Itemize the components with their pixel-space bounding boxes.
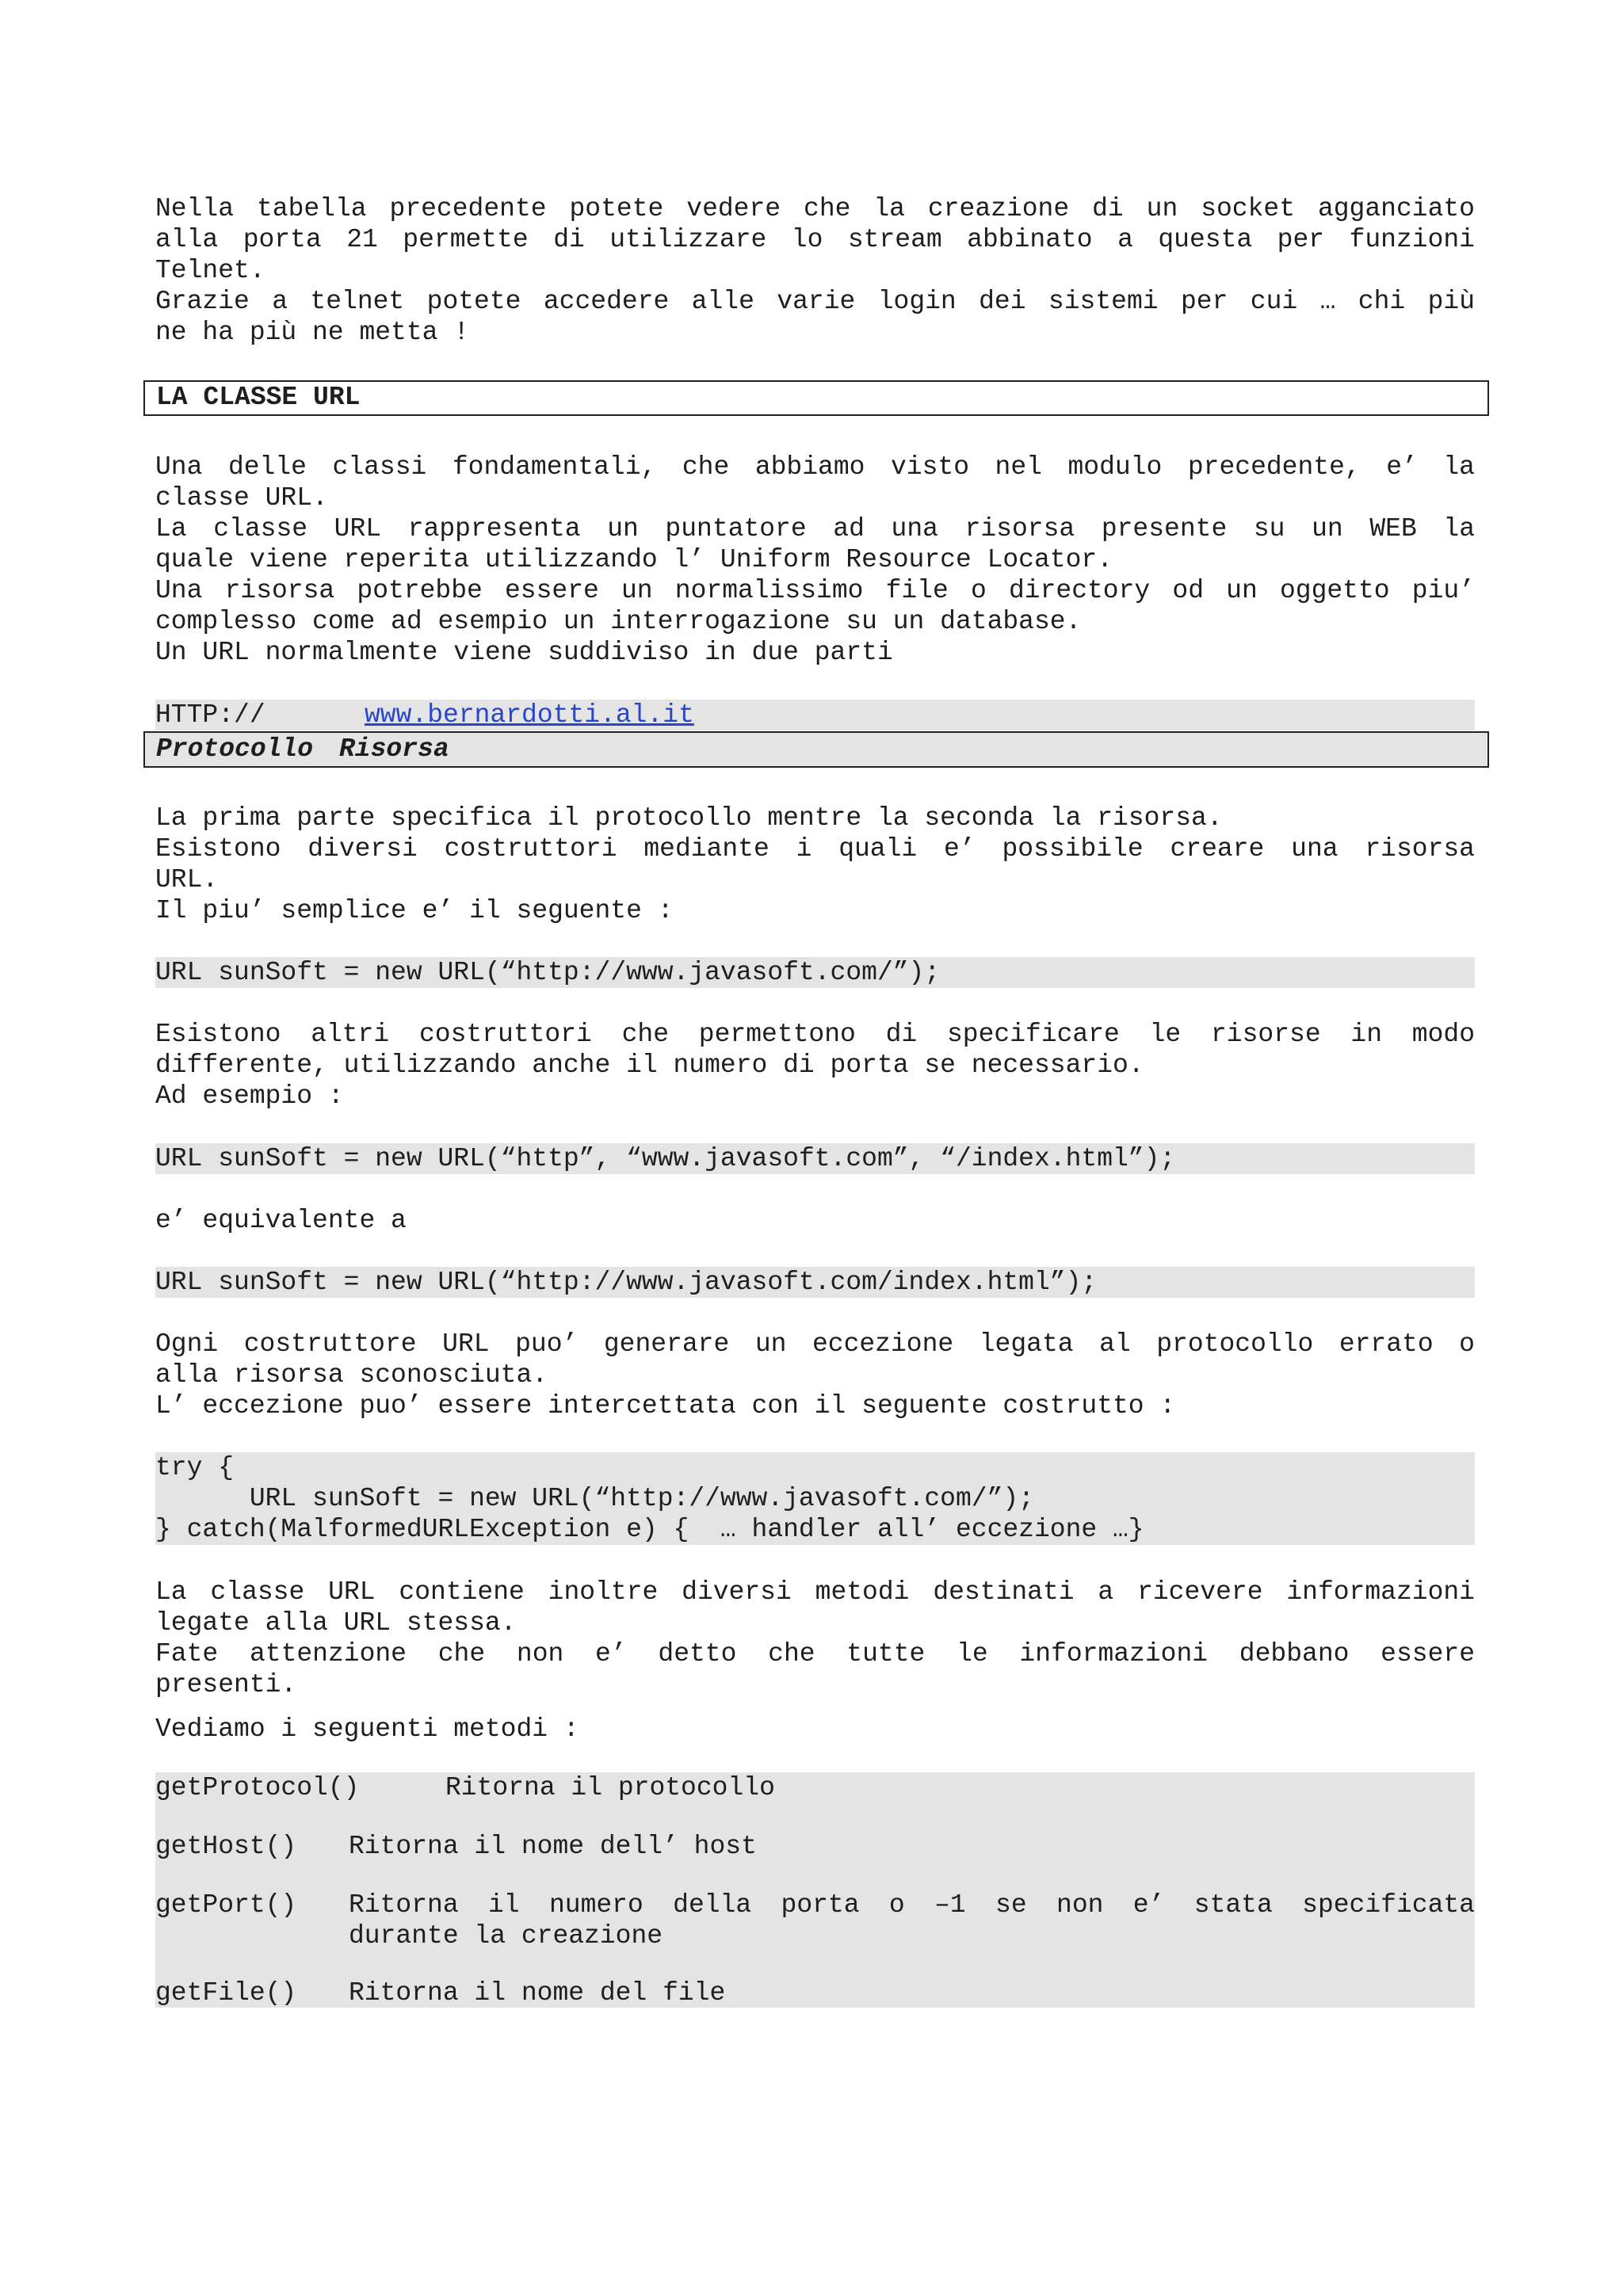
text-line: legate alla URL stessa. bbox=[155, 1608, 517, 1638]
code-snippet-2 bbox=[155, 1143, 1475, 1174]
code-line: URL sunSoft = new URL(“http://www.javasoft.com/index.html”); bbox=[155, 1268, 1098, 1297]
text-line: Il piu’ semplice e’ il seguente : bbox=[155, 896, 674, 925]
text-line: Esistono diversi costruttori mediante i quali e’ possibile creare una risorsa bbox=[155, 834, 1475, 864]
code-line: } catch(MalformedURLException e) { … handler all’ eccezione …} bbox=[155, 1515, 1144, 1544]
url-class-paragraph bbox=[155, 452, 1475, 668]
text-line: complesso come ad esempio un interrogazione su un database. bbox=[155, 607, 1082, 636]
code-line: URL sunSoft = new URL(“http://www.javasoft.com/”); bbox=[155, 958, 941, 987]
label-protocol: Protocollo bbox=[156, 734, 314, 764]
text-line: e’ equivalente a bbox=[155, 1206, 407, 1235]
text-line: La prima parte specifica il protocollo mentre la seconda la risorsa. bbox=[155, 803, 1223, 833]
text-line: Nella tabella precedente potete vedere che la creazione di un socket agganciato bbox=[155, 194, 1475, 223]
text-line: Ogni costruttore URL puo’ generare un eccezione legata al protocollo errato o bbox=[155, 1329, 1475, 1359]
method-name: getFile() bbox=[155, 1978, 297, 2008]
section-heading: LA CLASSE URL bbox=[143, 380, 1489, 416]
method-description: Ritorna il nome del file bbox=[349, 1978, 726, 2008]
text-line: ne ha più ne metta ! bbox=[155, 318, 470, 347]
text-line: classe URL. bbox=[155, 483, 328, 513]
method-description: Ritorna il protocollo bbox=[445, 1773, 775, 1802]
text-line: URL. bbox=[155, 865, 219, 894]
url-resource-link[interactable]: www.bernardotti.al.it bbox=[365, 700, 694, 730]
text-line: Grazie a telnet potete accedere alle varie login dei sistemi per cui … chi più bbox=[155, 287, 1475, 316]
methods-table bbox=[155, 1772, 1475, 2008]
method-name: getHost() bbox=[155, 1832, 297, 1861]
text-line: La classe URL contiene inoltre diversi metodi destinati a ricevere informazioni bbox=[155, 1577, 1475, 1607]
text-line: alla risorsa sconosciuta. bbox=[155, 1360, 548, 1390]
methods-intro bbox=[155, 1714, 1475, 1745]
text-line: Esistono altri costruttori che permettono di specificare le risorse in modo bbox=[155, 1020, 1475, 1049]
text-line: quale viene reperita utilizzando l’ Uniform Resource Locator. bbox=[155, 545, 1113, 574]
code-snippet-try-catch bbox=[155, 1452, 1475, 1545]
text-line: Una risorsa potrebbe essere un normalissimo file o directory od un oggetto piu’ bbox=[155, 576, 1475, 605]
text-line: Una delle classi fondamentali, che abbiamo visto nel modulo precedente, e’ la bbox=[155, 452, 1475, 482]
url-protocol: HTTP:// bbox=[155, 700, 265, 730]
code-snippet-3 bbox=[155, 1267, 1475, 1298]
text-line: Fate attenzione che non e’ detto che tutte le informazioni debbano essere bbox=[155, 1639, 1475, 1669]
constructors-paragraph bbox=[155, 803, 1475, 926]
text-line: differente, utilizzando anche il numero di porta se necessario. bbox=[155, 1051, 1144, 1080]
text-line: L’ eccezione puo’ essere intercettata con il seguente costrutto : bbox=[155, 1391, 1176, 1421]
text-line: Un URL normalmente viene suddiviso in due parti bbox=[155, 638, 893, 667]
text-line: Telnet. bbox=[155, 256, 265, 285]
method-description-continued: durante la creazione bbox=[349, 1921, 663, 1951]
methods-paragraph bbox=[155, 1577, 1475, 1700]
label-resource: Risorsa bbox=[339, 734, 449, 764]
text-line: alla porta 21 permette di utilizzare lo stream abbinato a questa per funzioni bbox=[155, 225, 1475, 254]
equivalent-text bbox=[155, 1205, 1475, 1236]
text-line: Ad esempio : bbox=[155, 1081, 344, 1111]
text-line: La classe URL rappresenta un puntatore ad una risorsa presente su un WEB la bbox=[155, 514, 1475, 543]
code-line: URL sunSoft = new URL(“http://www.javasoft.com/”); bbox=[155, 1484, 1034, 1513]
text-line: presenti. bbox=[155, 1670, 297, 1699]
text-line: Vediamo i seguenti metodi : bbox=[155, 1714, 579, 1744]
method-name: getProtocol() bbox=[155, 1773, 360, 1802]
method-name: getPort() bbox=[155, 1890, 297, 1920]
other-constructors-paragraph bbox=[155, 1019, 1475, 1112]
intro-paragraph bbox=[155, 193, 1475, 348]
url-example-row bbox=[155, 700, 1475, 730]
code-line: try { bbox=[155, 1453, 235, 1482]
url-parts-label-row bbox=[143, 731, 1489, 768]
code-line: URL sunSoft = new URL(“http”, “www.javasoft.com”, “/index.html”); bbox=[155, 1144, 1176, 1173]
method-description: Ritorna il numero della porta o –1 se non e’ stata specificata bbox=[349, 1890, 1475, 1920]
method-description: Ritorna il nome dell’ host bbox=[349, 1832, 757, 1861]
exception-paragraph bbox=[155, 1329, 1475, 1421]
code-snippet-1 bbox=[155, 957, 1475, 988]
